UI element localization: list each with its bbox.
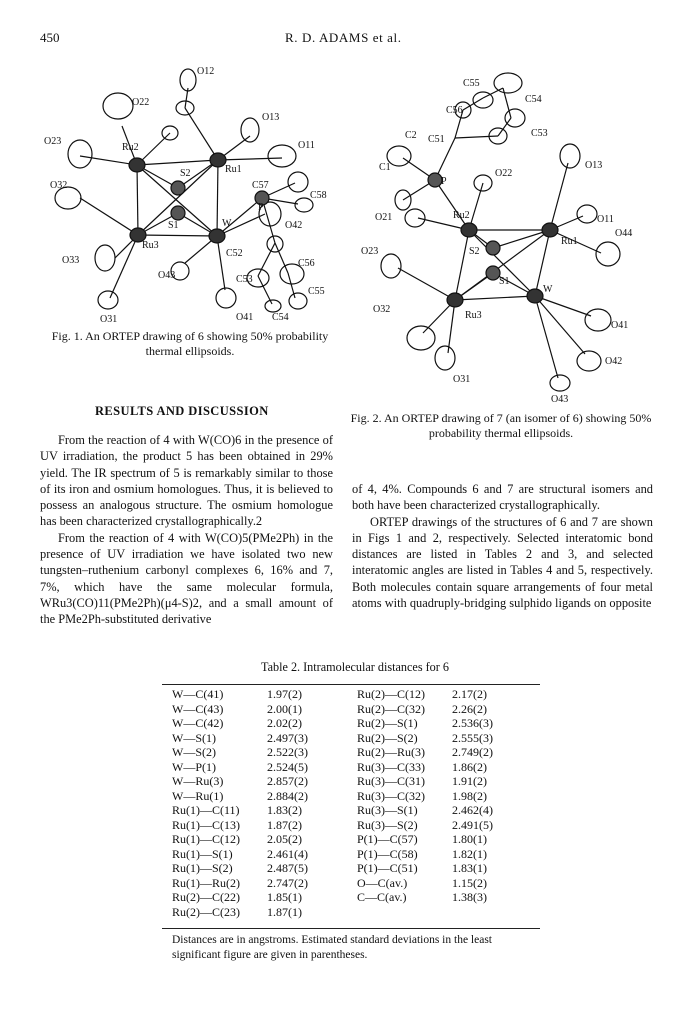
fig2-label: O43 [551,394,569,405]
fig1-label: O13 [262,112,280,123]
table-row [172,890,542,905]
fig1-label: C53 [236,274,253,285]
fig2-label: S1 [499,276,510,287]
table-footnote: Distances are in angstroms. Estimated standard deviations in the least significant figure are given in parentheses. [172,934,493,961]
fig2-label: C56 [446,105,463,116]
fig2-label: O41 [611,320,629,331]
distance-right: 2.26(2) [452,701,487,716]
table-row [172,745,542,760]
bond-right: O—C(av.) [357,875,408,890]
distance-left: 1.87(1) [267,904,302,919]
distance-right: 2.536(3) [452,716,493,730]
fig1-label: C54 [272,312,289,323]
table-row [172,760,542,775]
fig1-label: O42 [285,220,303,231]
distance-left: 2.487(5) [267,861,308,875]
fig2-label: O32 [373,304,391,315]
distance-right: 1.86(2) [452,759,487,774]
distance-right: 1.38(3) [452,890,487,904]
table-row [172,789,542,804]
bond-right: P(1)—C(58) [357,846,418,861]
fig1-label: P [258,202,264,213]
distance-left: 1.87(2) [267,817,302,832]
distance-right: 1.15(2) [452,875,487,890]
fig1-label: W [222,218,232,229]
bond-right: Ru(3)—S(2) [357,817,418,832]
bond-left: W—S(2) [172,745,216,759]
bond-right: P(1)—C(51) [357,861,418,875]
distance-right: 1.91(2) [452,774,487,788]
bond-right [357,905,452,920]
fig2-label: O42 [605,356,623,367]
distance-right: 2.749(2) [452,745,493,759]
fig2-label: C51 [428,134,445,145]
distance-left: 2.522(3) [267,745,308,759]
bond-left: W—Ru(1) [172,788,224,803]
bond-left: W—S(1) [172,730,216,745]
fig1-label: C57 [252,180,269,191]
bond-right: P(1)—C(57) [357,832,418,846]
paragraph: From the reaction of 4 with W(CO)6 in the presence of UV irradiation, the product 5 has been obtained in 29% yield. The IR spectrum of 5 is remarkably similar to those of its iron and osmium homologues. Thus, it is believed to possess an analogous structure. The osmium homologue has been characterized crystallographically.2 [40,433,333,529]
distance-right: 1.80(1) [452,832,487,846]
distance-right: 2.462(4) [452,803,493,817]
fig2-label: S2 [469,246,480,257]
table-row [172,818,542,833]
fig2-label: W [543,284,553,295]
distance-right: 1.98(2) [452,788,487,803]
fig1-label: O22 [132,97,150,108]
table-row [172,861,542,876]
fig1-label: S2 [180,168,191,179]
bond-right: Ru(3)—C(31) [357,774,425,788]
distance-right: 2.17(2) [452,687,487,701]
distance-left: 2.884(2) [267,788,308,803]
figure-1-caption: Fig. 1. An ORTEP drawing of 6 showing 50% probability thermal ellipsoids. [51,329,329,358]
bond-right: Ru(3)—C(32) [357,788,425,803]
bond-left: Ru(1)—C(12) [172,832,240,846]
bond-left: Ru(2)—C(22) [172,890,240,904]
table-row [172,731,542,746]
distance-left: 2.02(2) [267,716,302,730]
fig1-label: O33 [62,255,80,266]
table-row [172,803,542,818]
distance-right: 2.555(3) [452,730,493,745]
bond-left: Ru(1)—C(11) [172,803,240,817]
section-heading: RESULTS AND DISCUSSION [95,404,269,418]
table-row [172,847,542,862]
bond-left: W—C(41) [172,687,224,701]
distance-right: 2.491(5) [452,817,493,832]
table-row [172,774,542,789]
fig2-label: C2 [405,130,417,141]
fig2-label: C53 [531,128,548,139]
right-column-text [352,481,653,611]
bond-left: Ru(1)—S(1) [172,846,233,861]
fig1-label: S1 [168,220,179,231]
bond-right: Ru(2)—Ru(3) [357,745,425,759]
fig1-label: Ru2 [122,142,139,153]
fig1-label: O32 [50,180,68,191]
distance-left: 2.857(2) [267,774,308,788]
table-row [172,702,542,717]
bond-left: Ru(1)—S(2) [172,861,233,875]
fig1-label: C56 [298,258,315,269]
fig1-label: O41 [236,312,254,323]
distance-right: 1.82(1) [452,846,487,861]
bond-right: Ru(3)—S(1) [357,803,418,817]
fig2-label: O31 [453,374,471,385]
fig2-label: O21 [375,212,393,223]
distance-left: 1.83(2) [267,803,302,817]
paragraph: ORTEP drawings of the structures of 6 and 7 are shown in Figs 1 and 2, respectively. Selected interatomic bond distances are listed in Tables 2 and 3, and selected interatomic angles are listed in Tables 4 and 5, respectively. Both molecules contain square arrangements of four metal atoms with quadruply-bridging sulphido ligands on opposite [352,514,653,611]
fig2-label: O22 [495,168,513,179]
table-top-rule [162,684,540,685]
bond-right: Ru(3)—C(33) [357,759,425,774]
fig1-label: C55 [308,286,325,297]
bond-right: Ru(2)—S(2) [357,730,418,745]
table-row [172,716,542,731]
table-row [172,687,542,702]
fig1-label: O12 [197,66,215,77]
distance-right: 1.83(1) [452,861,487,875]
distance-left: 2.461(4) [267,846,308,861]
distance-left: 2.05(2) [267,832,302,846]
fig2-label: C54 [525,94,542,105]
fig2-label: O44 [615,228,633,239]
fig2-label: Ru3 [465,310,482,321]
table-bottom-rule [162,928,540,929]
figure-2-ortep-drawing [343,58,653,408]
fig2-label: O23 [361,246,379,257]
fig2-label: O11 [597,214,614,225]
bond-left: W—C(42) [172,716,224,730]
table-row [172,832,542,847]
fig1-label: Ru3 [142,240,159,251]
page-number: 450 [40,30,60,45]
figure-2-caption: Fig. 2. An ORTEP drawing of 7 (an isomer of 6) showing 50% probability thermal ellipsoids. [350,411,652,440]
distance-left: 1.97(2) [267,687,302,701]
bond-left: W—C(43) [172,701,224,716]
fig2-label: Ru1 [561,236,578,247]
bond-right: C—C(av.) [357,890,407,904]
fig1-label: O43 [158,270,176,281]
distance-left: 2.00(1) [267,701,302,716]
distance-left: 2.497(3) [267,730,308,745]
distance-left: 1.85(1) [267,890,302,904]
fig2-label: P [441,176,447,187]
distance-table [172,687,542,919]
bond-right: Ru(2)—S(1) [357,716,418,730]
bond-left: Ru(1)—C(13) [172,817,240,832]
left-column-text [40,432,333,628]
fig1-label: O11 [298,140,315,151]
distance-left: 2.524(5) [267,759,308,774]
figure-1-ortep-drawing [40,58,340,328]
table-row [172,905,542,920]
bond-left: W—P(1) [172,759,216,774]
distance-right [452,905,542,920]
bond-left: Ru(2)—C(23) [172,904,240,919]
table-caption: Table 2. Intramolecular distances for 6 [261,660,449,674]
fig1-label: O23 [44,136,62,147]
fig1-label: C58 [310,190,327,201]
bond-right: Ru(2)—C(32) [357,701,425,716]
fig1-label: Ru1 [225,164,242,175]
paragraph: From the reaction of 4 with W(CO)5(PMe2Ph) in the presence of UV irradiation we have isolated two new tungsten–ruthenium carbonyl complexes 6, 16% and 7, 7%, which have the same molecular formula, WRu3(CO)11(PMe2Ph)(μ4-S)2, and a small amount of the PMe2Ph-substituted derivative [40,530,333,627]
fig2-label: C1 [379,162,391,173]
bond-right: Ru(2)—C(12) [357,687,425,701]
running-title: R. D. ADAMS et al. [285,30,402,45]
paragraph: of 4, 4%. Compounds 6 and 7 are structural isomers and both have been characterized crystallographically. [352,482,653,513]
distance-left: 2.747(2) [267,875,308,890]
fig2-label: Ru2 [453,210,470,221]
bond-left: W—Ru(3) [172,774,224,788]
fig1-label: C52 [226,248,243,259]
fig2-label: C55 [463,78,480,89]
fig2-label: O13 [585,160,603,171]
bond-left: Ru(1)—Ru(2) [172,875,240,890]
table-row [172,876,542,891]
fig1-label: O31 [100,314,118,325]
